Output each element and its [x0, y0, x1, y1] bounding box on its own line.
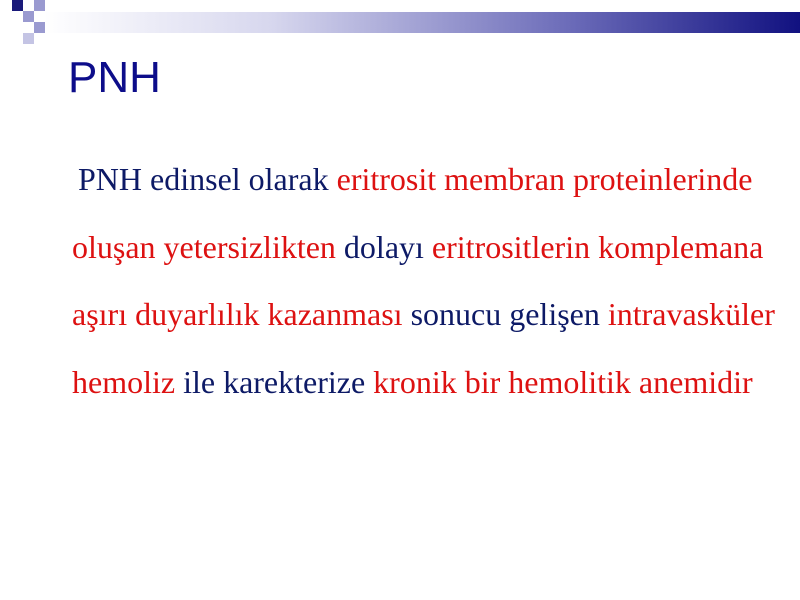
header-gradient-bar [44, 12, 800, 33]
decor-square [23, 11, 34, 22]
body-text-segment: intravasküler hemoliz [72, 296, 775, 400]
slide-title: PNH [68, 53, 161, 102]
decor-square [23, 33, 34, 44]
decor-square [12, 0, 23, 11]
body-text-segment: ile karekterize [175, 363, 374, 400]
body-text-segment: kronik bir hemolitik anemidir [373, 363, 753, 400]
body-text-segment: sonucu gelişen [402, 296, 608, 332]
decor-square [34, 22, 45, 33]
body-text-segment: dolayı [335, 228, 432, 265]
body-text-segment: eritrosit membran proteinlerinde oluşan yetersizlikten [72, 161, 753, 265]
body-text-segment: eritrositlerin komplemana aşırı duyarlılık kazanması [72, 228, 764, 332]
slide-body-text [72, 146, 787, 416]
body-text-segment: PNH edinsel olarak [78, 161, 337, 197]
decor-square [34, 0, 45, 11]
